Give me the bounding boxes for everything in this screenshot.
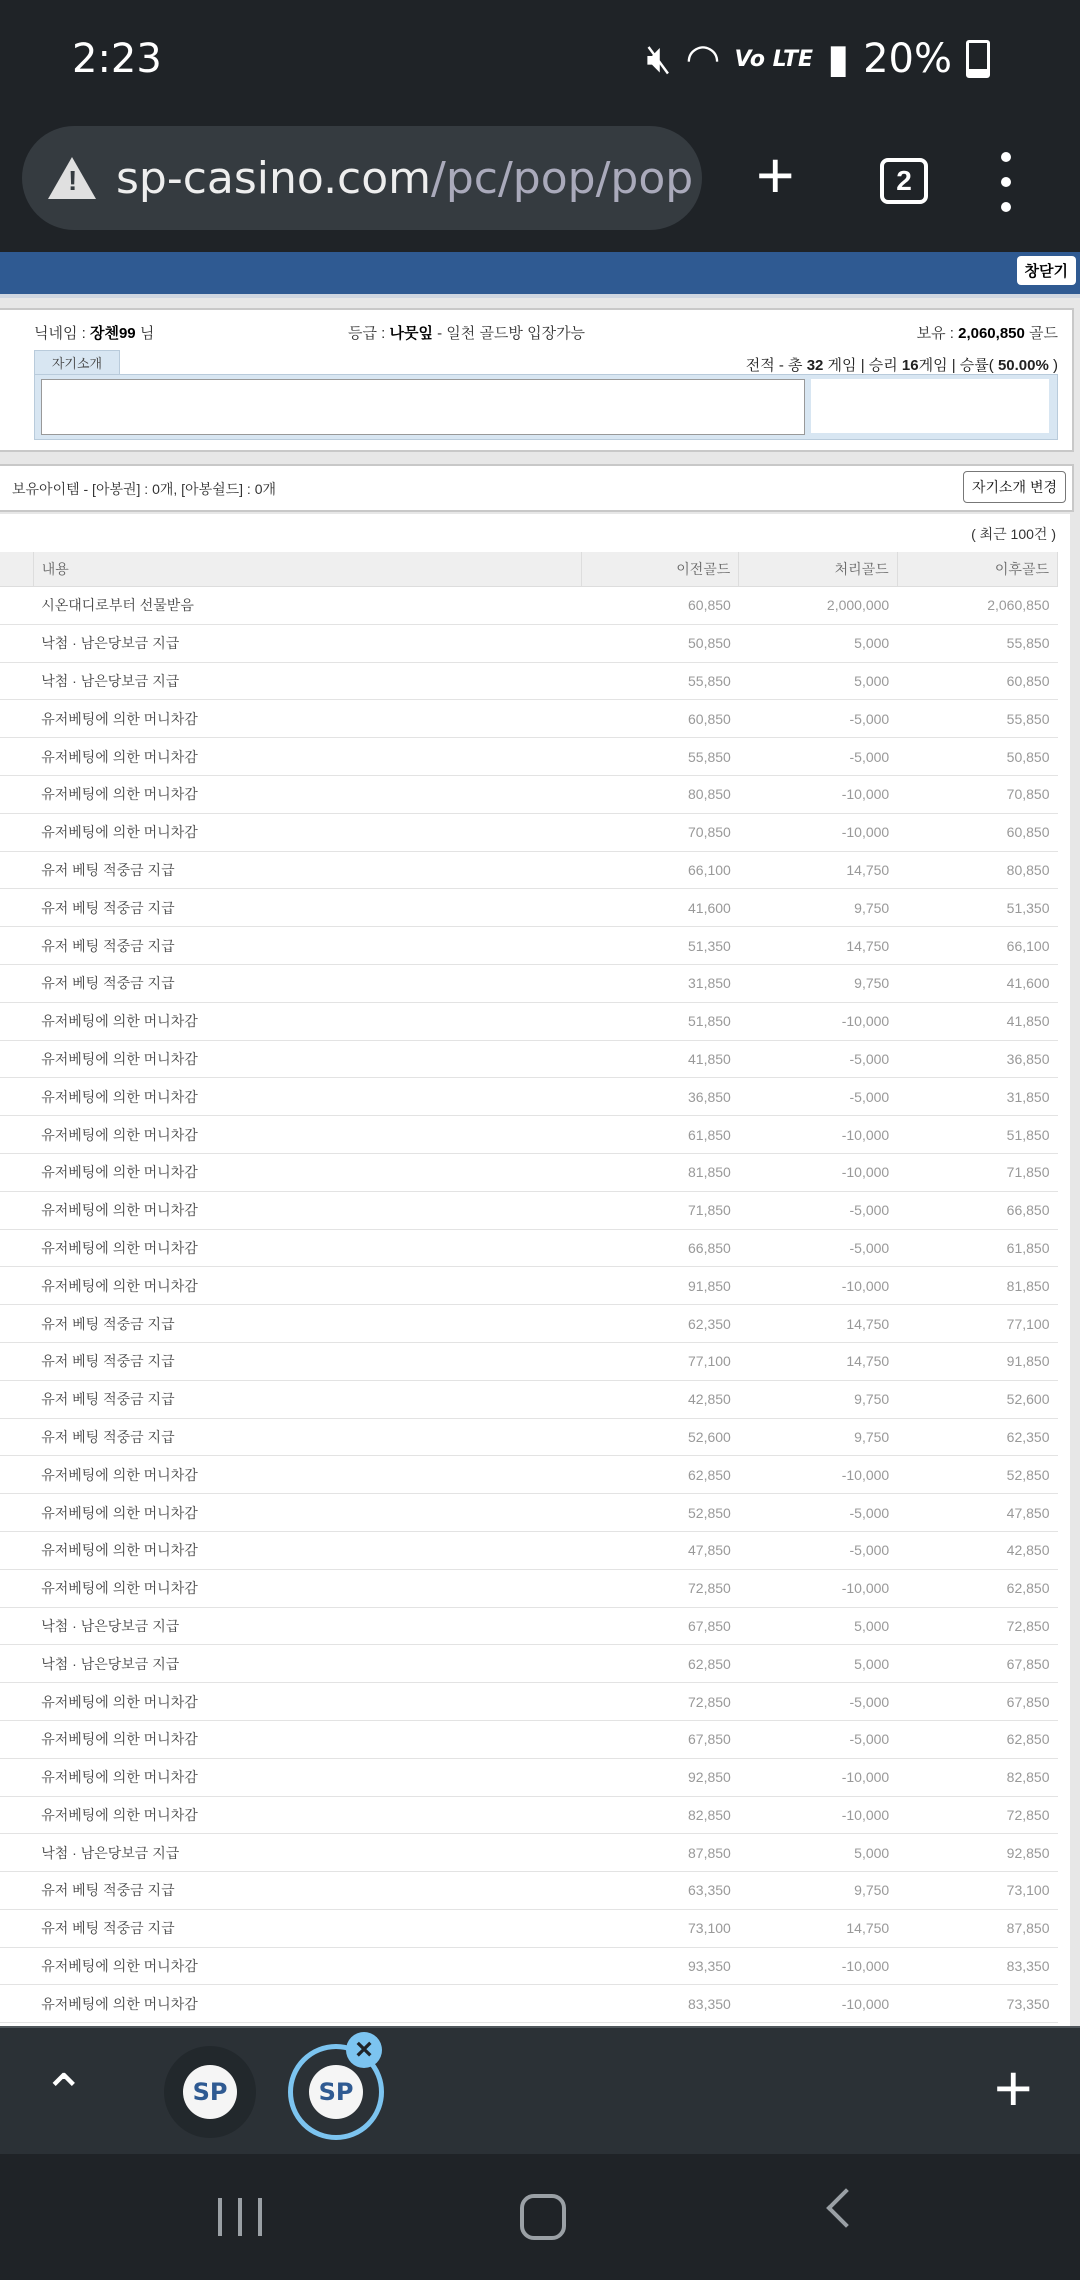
cell-before-gold: 36,850 <box>581 1078 739 1116</box>
cell-change-gold: -5,000 <box>739 1078 897 1116</box>
cell-before-gold: 66,850 <box>581 1229 739 1267</box>
cell-before-gold: 62,350 <box>581 1305 739 1343</box>
cell-change-gold: 9,750 <box>739 1872 897 1910</box>
row-spacer <box>0 587 33 625</box>
cell-after-gold: 70,850 <box>897 775 1057 813</box>
cell-before-gold: 82,850 <box>581 1796 739 1834</box>
row-spacer <box>0 1985 33 2023</box>
cell-description: 유저 베팅 적중금 지급 <box>33 851 581 889</box>
header-description: 내용 <box>33 552 581 587</box>
cell-change-gold: -5,000 <box>739 738 897 776</box>
table-header-row <box>0 552 1058 587</box>
row-spacer <box>0 1305 33 1343</box>
cell-change-gold: 9,750 <box>739 1418 897 1456</box>
row-spacer <box>0 1116 33 1154</box>
table-row <box>0 927 1058 965</box>
cell-before-gold: 83,350 <box>581 1985 739 2023</box>
cell-description: 유저베팅에 의한 머니차감 <box>33 1720 581 1758</box>
cell-change-gold: -5,000 <box>739 700 897 738</box>
cell-before-gold: 50,850 <box>581 624 739 662</box>
cell-before-gold: 60,850 <box>581 700 739 738</box>
cell-after-gold: 60,850 <box>897 662 1057 700</box>
self-intro-textbox[interactable] <box>41 379 805 435</box>
cell-change-gold: -5,000 <box>739 1683 897 1721</box>
cell-change-gold: 5,000 <box>739 624 897 662</box>
cell-change-gold: 9,750 <box>739 964 897 1002</box>
cell-change-gold: -10,000 <box>739 1267 897 1305</box>
cell-change-gold: -5,000 <box>739 1229 897 1267</box>
cell-after-gold: 83,350 <box>897 1947 1057 1985</box>
cell-change-gold: 14,750 <box>739 1305 897 1343</box>
cell-after-gold: 66,100 <box>897 927 1057 965</box>
cell-change-gold: -5,000 <box>739 1191 897 1229</box>
cell-after-gold: 72,850 <box>897 1796 1057 1834</box>
cell-before-gold: 62,850 <box>581 1456 739 1494</box>
url-host: sp-casino.com <box>116 152 432 204</box>
row-spacer <box>0 1872 33 1910</box>
cell-after-gold: 67,850 <box>897 1645 1057 1683</box>
cell-after-gold: 51,350 <box>897 889 1057 927</box>
cell-change-gold: -10,000 <box>739 813 897 851</box>
cell-change-gold: 2,000,000 <box>739 587 897 625</box>
cell-before-gold: 72,850 <box>581 1569 739 1607</box>
cell-after-gold: 87,850 <box>897 1909 1057 1947</box>
cell-description: 낙첨 · 남은당보금 지급 <box>33 624 581 662</box>
recent-apps-icon[interactable] <box>218 2198 262 2236</box>
record-stats: 전적 - 총 32 게임 | 승리 16게임 | 승률( 50.00% ) <box>745 357 1058 374</box>
row-spacer <box>0 1002 33 1040</box>
row-spacer <box>0 1153 33 1191</box>
cell-after-gold: 31,850 <box>897 1078 1057 1116</box>
cell-description: 유저베팅에 의한 머니차감 <box>33 775 581 813</box>
cell-description: 낙첨 · 남은당보금 지급 <box>33 1645 581 1683</box>
cell-before-gold: 42,850 <box>581 1380 739 1418</box>
cell-after-gold: 36,850 <box>897 1040 1057 1078</box>
cell-before-gold: 51,350 <box>581 927 739 965</box>
table-row <box>0 1985 1058 2023</box>
row-spacer <box>0 1531 33 1569</box>
cell-after-gold: 52,850 <box>897 1456 1057 1494</box>
cell-after-gold: 82,850 <box>897 1758 1057 1796</box>
row-spacer <box>0 624 33 662</box>
cell-before-gold: 60,850 <box>581 587 739 625</box>
cell-after-gold: 91,850 <box>897 1342 1057 1380</box>
cell-after-gold: 51,850 <box>897 1116 1057 1154</box>
cell-change-gold: 14,750 <box>739 1909 897 1947</box>
row-spacer <box>0 1267 33 1305</box>
close-tab-icon[interactable]: × <box>346 2032 382 2068</box>
cell-change-gold: 14,750 <box>739 851 897 889</box>
cell-before-gold: 71,850 <box>581 1191 739 1229</box>
cell-before-gold: 70,850 <box>581 813 739 851</box>
cell-change-gold: 5,000 <box>739 1834 897 1872</box>
cell-description: 낙첨 · 남은당보금 지급 <box>33 1607 581 1645</box>
cell-description: 유저베팅에 의한 머니차감 <box>33 1569 581 1607</box>
cell-after-gold: 62,850 <box>897 1720 1057 1758</box>
row-spacer <box>0 1758 33 1796</box>
row-spacer <box>0 813 33 851</box>
table-row <box>0 1683 1058 1721</box>
row-spacer <box>0 1909 33 1947</box>
sp-favicon-icon: SP <box>309 2065 363 2119</box>
table-row <box>0 1758 1058 1796</box>
table-row <box>0 813 1058 851</box>
table-row <box>0 662 1058 700</box>
table-row <box>0 1153 1058 1191</box>
table-row <box>0 1607 1058 1645</box>
wins: 16 <box>901 357 919 374</box>
cell-description: 유저베팅에 의한 머니차감 <box>33 1229 581 1267</box>
back-icon[interactable] <box>826 2188 866 2228</box>
url-path: /pc/pop/pop <box>431 152 694 204</box>
table-row <box>0 1002 1058 1040</box>
holding-gold: 2,060,850 <box>958 325 1025 342</box>
cell-after-gold: 60,850 <box>897 813 1057 851</box>
cell-before-gold: 73,100 <box>581 1909 739 1947</box>
grade-row: 등급 : 나뭇잎 - 일천 골드방 입장가능 <box>348 325 586 342</box>
row-spacer <box>0 1456 33 1494</box>
cell-before-gold: 91,850 <box>581 1267 739 1305</box>
cell-description: 유저 베팅 적중금 지급 <box>33 964 581 1002</box>
cell-description: 유저 베팅 적중금 지급 <box>33 1380 581 1418</box>
status-bar <box>0 0 1080 122</box>
table-row <box>0 1909 1058 1947</box>
row-spacer <box>0 775 33 813</box>
table-row <box>0 1191 1058 1229</box>
cell-after-gold: 72,850 <box>897 1607 1057 1645</box>
cell-description: 유저 베팅 적중금 지급 <box>33 889 581 927</box>
web-page <box>0 252 1080 2026</box>
cell-change-gold: -10,000 <box>739 1947 897 1985</box>
table-row <box>0 964 1058 1002</box>
header-spacer <box>0 552 33 587</box>
cell-description: 유저베팅에 의한 머니차감 <box>33 1040 581 1078</box>
cell-before-gold: 67,850 <box>581 1720 739 1758</box>
cell-description: 유저베팅에 의한 머니차감 <box>33 1153 581 1191</box>
cell-description: 유저 베팅 적중금 지급 <box>33 1418 581 1456</box>
url-text[interactable] <box>116 153 696 204</box>
profile-panel <box>0 308 1074 452</box>
more-menu-icon[interactable] <box>996 152 1016 212</box>
row-spacer <box>0 1191 33 1229</box>
table-row <box>0 1305 1058 1343</box>
chevron-up-icon[interactable]: ⌃ <box>42 2065 86 2123</box>
recent-count-label: ( 최근 100건 ) <box>971 526 1056 542</box>
cell-description: 유저 베팅 적중금 지급 <box>33 1872 581 1910</box>
cell-after-gold: 47,850 <box>897 1494 1057 1532</box>
table-row <box>0 700 1058 738</box>
row-spacer <box>0 1683 33 1721</box>
cell-description: 유저베팅에 의한 머니차감 <box>33 1758 581 1796</box>
cell-description: 낙첨 · 남은당보금 지급 <box>33 1834 581 1872</box>
header-change-gold: 처리골드 <box>739 552 897 587</box>
table-row <box>0 1720 1058 1758</box>
row-spacer <box>0 700 33 738</box>
system-nav-bar <box>0 2154 1080 2280</box>
row-spacer <box>0 1229 33 1267</box>
table-row <box>0 1872 1058 1910</box>
row-spacer <box>0 1418 33 1456</box>
table-row <box>0 587 1058 625</box>
cell-after-gold: 71,850 <box>897 1153 1057 1191</box>
cell-after-gold: 52,600 <box>897 1380 1057 1418</box>
cell-before-gold: 80,850 <box>581 775 739 813</box>
cell-after-gold: 41,850 <box>897 1002 1057 1040</box>
browser-toolbar <box>0 122 1080 252</box>
cell-before-gold: 31,850 <box>581 964 739 1002</box>
cell-before-gold: 51,850 <box>581 1002 739 1040</box>
table-row <box>0 1531 1058 1569</box>
table-row <box>0 1380 1058 1418</box>
cell-change-gold: -5,000 <box>739 1494 897 1532</box>
cell-after-gold: 67,850 <box>897 1683 1057 1721</box>
cell-description: 유저베팅에 의한 머니차감 <box>33 738 581 776</box>
cell-change-gold: 5,000 <box>739 1607 897 1645</box>
table-row <box>0 1645 1058 1683</box>
cell-before-gold: 41,850 <box>581 1040 739 1078</box>
table-row <box>0 1569 1058 1607</box>
signal-icon: ▮ <box>827 36 850 82</box>
edit-intro-button[interactable]: 자기소개 변경 <box>963 471 1066 503</box>
table-row <box>0 624 1058 662</box>
cell-before-gold: 55,850 <box>581 662 739 700</box>
cell-change-gold: -10,000 <box>739 1758 897 1796</box>
row-spacer <box>0 738 33 776</box>
cell-after-gold: 41,600 <box>897 964 1057 1002</box>
cell-change-gold: -5,000 <box>739 1040 897 1078</box>
cell-after-gold: 62,850 <box>897 1569 1057 1607</box>
row-spacer <box>0 1834 33 1872</box>
table-row <box>0 738 1058 776</box>
battery-percent: 20% <box>863 36 952 82</box>
volte-icon: Vo LTE <box>734 46 814 72</box>
row-spacer <box>0 1607 33 1645</box>
header-after-gold: 이후골드 <box>897 552 1057 587</box>
cell-after-gold: 61,850 <box>897 1229 1057 1267</box>
cell-after-gold: 2,060,850 <box>897 587 1057 625</box>
cell-change-gold: 5,000 <box>739 662 897 700</box>
win-rate: 50.00% <box>997 357 1049 374</box>
tab-strip <box>0 2026 1080 2156</box>
cell-description: 유저베팅에 의한 머니차감 <box>33 1531 581 1569</box>
cell-description: 유저 베팅 적중금 지급 <box>33 1342 581 1380</box>
row-spacer <box>0 927 33 965</box>
row-spacer <box>0 1947 33 1985</box>
cell-change-gold: -5,000 <box>739 1531 897 1569</box>
cell-change-gold: 9,750 <box>739 1380 897 1418</box>
cell-change-gold: 5,000 <box>739 1645 897 1683</box>
cell-before-gold: 67,850 <box>581 1607 739 1645</box>
gold-history-table <box>0 552 1058 2026</box>
cell-description: 유저베팅에 의한 머니차감 <box>33 1683 581 1721</box>
cell-after-gold: 55,850 <box>897 700 1057 738</box>
row-spacer <box>0 1342 33 1380</box>
cell-before-gold: 81,850 <box>581 1153 739 1191</box>
cell-after-gold: 77,100 <box>897 1305 1057 1343</box>
cell-description: 유저베팅에 의한 머니차감 <box>33 1796 581 1834</box>
cell-description: 유저베팅에 의한 머니차감 <box>33 1116 581 1154</box>
tab-thumbnail-1[interactable] <box>164 2046 256 2138</box>
table-row <box>0 1494 1058 1532</box>
cell-after-gold: 92,850 <box>897 1834 1057 1872</box>
cell-change-gold: -10,000 <box>739 1002 897 1040</box>
cell-change-gold: -10,000 <box>739 775 897 813</box>
row-spacer <box>0 1645 33 1683</box>
table-body <box>0 587 1058 2027</box>
table-row <box>0 1796 1058 1834</box>
self-intro-panel <box>34 374 1058 440</box>
header-before-gold: 이전골드 <box>581 552 739 587</box>
cell-after-gold: 62,350 <box>897 1418 1057 1456</box>
cell-description: 유저베팅에 의한 머니차감 <box>33 813 581 851</box>
table-row <box>0 889 1058 927</box>
cell-description: 유저베팅에 의한 머니차감 <box>33 700 581 738</box>
table-row <box>0 1834 1058 1872</box>
row-spacer <box>0 1078 33 1116</box>
cell-before-gold: 52,850 <box>581 1494 739 1532</box>
cell-before-gold: 62,850 <box>581 1645 739 1683</box>
wifi-icon: ◠ <box>685 36 721 82</box>
row-spacer <box>0 1569 33 1607</box>
grade: 나뭇잎 <box>389 325 433 342</box>
cell-before-gold: 55,850 <box>581 738 739 776</box>
row-spacer <box>0 1720 33 1758</box>
new-tab-icon[interactable]: + <box>756 138 795 212</box>
table-row <box>0 1456 1058 1494</box>
table-row <box>0 1418 1058 1456</box>
cell-after-gold: 50,850 <box>897 738 1057 776</box>
table-row <box>0 775 1058 813</box>
table-row <box>0 851 1058 889</box>
row-spacer <box>0 964 33 1002</box>
cell-after-gold: 42,850 <box>897 1531 1057 1569</box>
add-tab-icon[interactable]: + <box>994 2051 1033 2125</box>
tab-self-intro[interactable]: 자기소개 <box>34 350 120 377</box>
sp-favicon-icon: SP <box>183 2065 237 2119</box>
popup-header <box>0 252 1080 298</box>
cell-change-gold: -10,000 <box>739 1569 897 1607</box>
cell-after-gold: 80,850 <box>897 851 1057 889</box>
status-time: 2:23 <box>72 36 162 82</box>
table-row <box>0 1078 1058 1116</box>
cell-change-gold: 9,750 <box>739 889 897 927</box>
row-spacer <box>0 662 33 700</box>
cell-after-gold: 55,850 <box>897 624 1057 662</box>
cell-after-gold: 73,100 <box>897 1872 1057 1910</box>
cell-before-gold: 77,100 <box>581 1342 739 1380</box>
table-row <box>0 1342 1058 1380</box>
close-window-button[interactable]: 창닫기 <box>1017 256 1076 285</box>
total-games: 32 <box>806 357 824 374</box>
cell-after-gold: 81,850 <box>897 1267 1057 1305</box>
url-bar[interactable] <box>22 126 702 230</box>
table-row <box>0 1267 1058 1305</box>
nickname: 장첸99 <box>89 325 136 342</box>
table-row <box>0 1040 1058 1078</box>
row-spacer <box>0 851 33 889</box>
owned-items-text: 보유아이템 - [아봉권] : 0개, [아봉쉴드] : 0개 <box>12 481 277 497</box>
nickname-row: 닉네임 : 장첸99 님 <box>34 325 155 342</box>
cell-description: 유저 베팅 적중금 지급 <box>33 1305 581 1343</box>
cell-after-gold: 66,850 <box>897 1191 1057 1229</box>
cell-before-gold: 52,600 <box>581 1418 739 1456</box>
cell-change-gold: -5,000 <box>739 1720 897 1758</box>
cell-before-gold: 63,350 <box>581 1872 739 1910</box>
cell-description: 유저베팅에 의한 머니차감 <box>33 1191 581 1229</box>
cell-change-gold: 14,750 <box>739 927 897 965</box>
holding-row: 보유 : 2,060,850 골드 <box>916 325 1058 342</box>
cell-change-gold: -10,000 <box>739 1116 897 1154</box>
row-spacer <box>0 1494 33 1532</box>
warning-icon[interactable] <box>48 157 96 199</box>
table-row <box>0 1116 1058 1154</box>
cell-before-gold: 93,350 <box>581 1947 739 1985</box>
tab-switcher-button[interactable]: 2 <box>880 158 928 204</box>
table-row <box>0 1229 1058 1267</box>
cell-description: 유저 베팅 적중금 지급 <box>33 1909 581 1947</box>
cell-description: 낙첨 · 남은당보금 지급 <box>33 662 581 700</box>
cell-description: 유저베팅에 의한 머니차감 <box>33 1456 581 1494</box>
cell-before-gold: 87,850 <box>581 1834 739 1872</box>
cell-before-gold: 41,600 <box>581 889 739 927</box>
cell-description: 유저베팅에 의한 머니차감 <box>33 1267 581 1305</box>
mute-icon: 🔇︎ <box>646 36 672 82</box>
row-spacer <box>0 1380 33 1418</box>
cell-before-gold: 61,850 <box>581 1116 739 1154</box>
cell-description: 유저베팅에 의한 머니차감 <box>33 1985 581 2023</box>
cell-description: 유저베팅에 의한 머니차감 <box>33 1078 581 1116</box>
cell-description: 유저베팅에 의한 머니차감 <box>33 1947 581 1985</box>
row-spacer <box>0 1040 33 1078</box>
cell-change-gold: -10,000 <box>739 1796 897 1834</box>
cell-before-gold: 92,850 <box>581 1758 739 1796</box>
cell-description: 유저베팅에 의한 머니차감 <box>33 1494 581 1532</box>
self-intro-side <box>811 379 1049 433</box>
battery-icon <box>966 40 990 78</box>
cell-description: 시온대디로부터 선물받음 <box>33 587 581 625</box>
cell-change-gold: -10,000 <box>739 1985 897 2023</box>
cell-before-gold: 66,100 <box>581 851 739 889</box>
cell-after-gold: 73,350 <box>897 1985 1057 2023</box>
status-icons <box>646 36 990 82</box>
cell-before-gold: 72,850 <box>581 1683 739 1721</box>
items-row <box>0 464 1074 512</box>
row-spacer <box>0 1796 33 1834</box>
cell-description: 유저 베팅 적중금 지급 <box>33 927 581 965</box>
cell-change-gold: -10,000 <box>739 1153 897 1191</box>
table-row <box>0 1947 1058 1985</box>
cell-change-gold: 14,750 <box>739 1342 897 1380</box>
gold-history-section <box>0 514 1070 2026</box>
cell-before-gold: 47,850 <box>581 1531 739 1569</box>
cell-description: 유저베팅에 의한 머니차감 <box>33 1002 581 1040</box>
row-spacer <box>0 889 33 927</box>
cell-change-gold: -10,000 <box>739 1456 897 1494</box>
home-icon[interactable] <box>520 2194 566 2240</box>
